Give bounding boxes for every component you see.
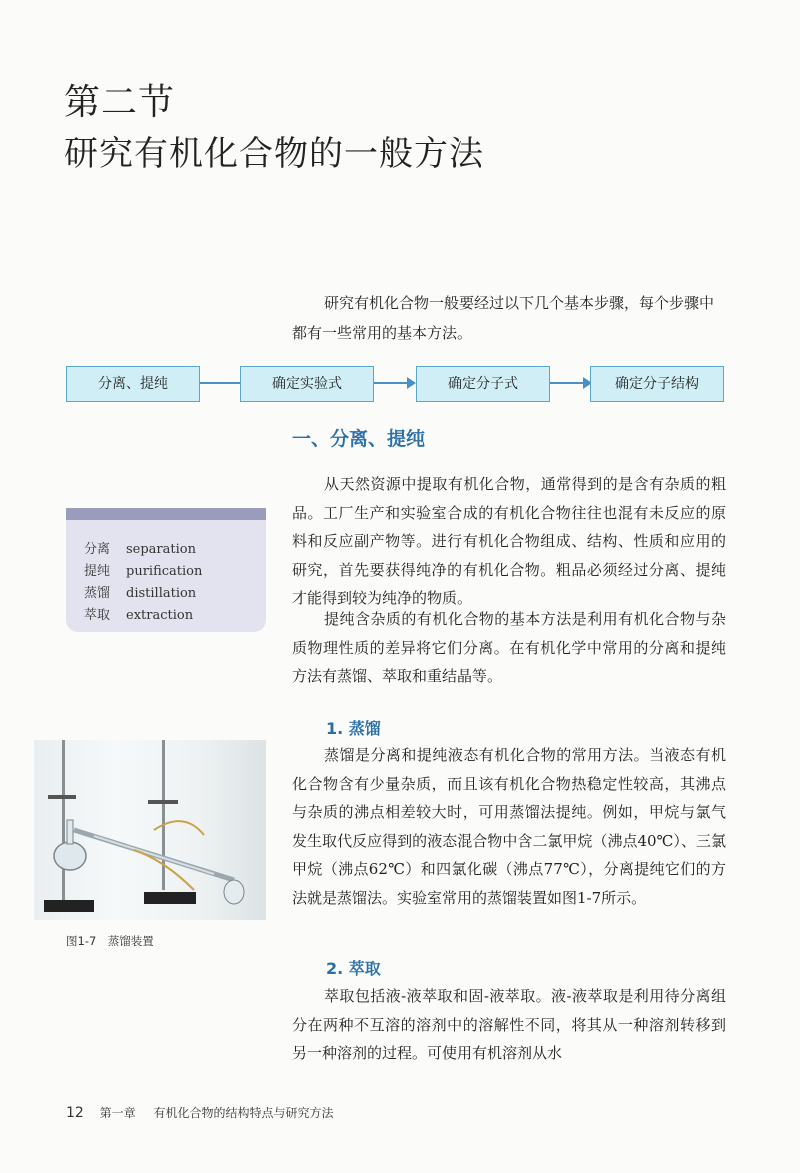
flow-step-molecular: 确定分子式 — [416, 366, 550, 402]
vocab-item: 萃取 extraction — [84, 608, 194, 623]
heading-separation: 一、分离、提纯 — [292, 428, 426, 450]
flow-arrow-2 — [374, 382, 414, 384]
section-title: 研究有机化合物的一般方法 — [64, 134, 484, 174]
vocab-item: 蒸馏 distillation — [84, 586, 197, 601]
intro-paragraph: 研究有机化合物一般要经过以下几个基本步骤，每个步骤中都有一些常用的基本方法。 — [292, 294, 715, 342]
page-footer — [66, 1104, 334, 1121]
distillation-apparatus-photo — [34, 740, 266, 920]
vocab-item: 分离 separation — [84, 542, 196, 557]
subheading-distillation: 1. 蒸馏 — [326, 719, 381, 738]
flow-step-separation: 分离、提纯 — [66, 366, 200, 402]
section-label: 第二节 — [64, 82, 176, 123]
flow-step-structure: 确定分子结构 — [590, 366, 724, 402]
figure-caption: 图1-7 蒸馏装置 — [66, 934, 154, 948]
vocabulary-box — [66, 508, 266, 632]
paragraph-1: 从天然资源中提取有机化合物，通常得到的是含有杂质的粗品。工厂生产和实验室合成的有机化合物往往也混有未反应的原料和反应副产物等。进行有机化合物组成、结构、性质和应用的研究，首先要获得纯净的有机化合物。粗品必须经过分离、提纯才能得到较为纯净的物质。 — [292, 475, 726, 607]
distillation-apparatus-drawing — [34, 740, 266, 920]
steps-flowchart — [66, 366, 724, 402]
vocab-item: 提纯 purification — [84, 564, 203, 579]
chapter-title: 有机化合物的结构特点与研究方法 — [153, 1106, 334, 1120]
vocabulary-header-bar — [66, 508, 266, 520]
paragraph-distillation: 蒸馏是分离和提纯液态有机化合物的常用方法。当液态有机化合物含有少量杂质，而且该有机化合物热稳定性较高，其沸点与杂质的沸点相差较大时，可用蒸馏法提纯。例如，甲烷与氯气发生取代反应得到的液态混合物中含二氯甲烷（沸点40℃）、三氯甲烷（沸点62℃）和四氯化碳（沸点77℃），分离提纯它们的方法就是蒸馏法。实验室常用的蒸馏装置如图1-7所示。 — [292, 746, 726, 907]
paragraph-extraction: 萃取包括液-液萃取和固-液萃取。液-液萃取是利用待分离组分在两种不互溶的溶剂中的溶解性不同，将其从一种溶剂转移到另一种溶剂的过程。可使用有机溶剂从水 — [292, 987, 726, 1062]
paragraph-2: 提纯含杂质的有机化合物的基本方法是利用有机化合物与杂质物理性质的差异将它们分离。在有机化学中常用的分离和提纯方法有蒸馏、萃取和重结晶等。 — [292, 610, 726, 685]
subheading-extraction: 2. 萃取 — [326, 959, 381, 978]
chapter-label: 第一章 — [99, 1106, 136, 1120]
flow-arrow-3 — [550, 382, 590, 384]
flow-step-empirical: 确定实验式 — [240, 366, 374, 402]
page-number: 12 — [66, 1105, 84, 1121]
